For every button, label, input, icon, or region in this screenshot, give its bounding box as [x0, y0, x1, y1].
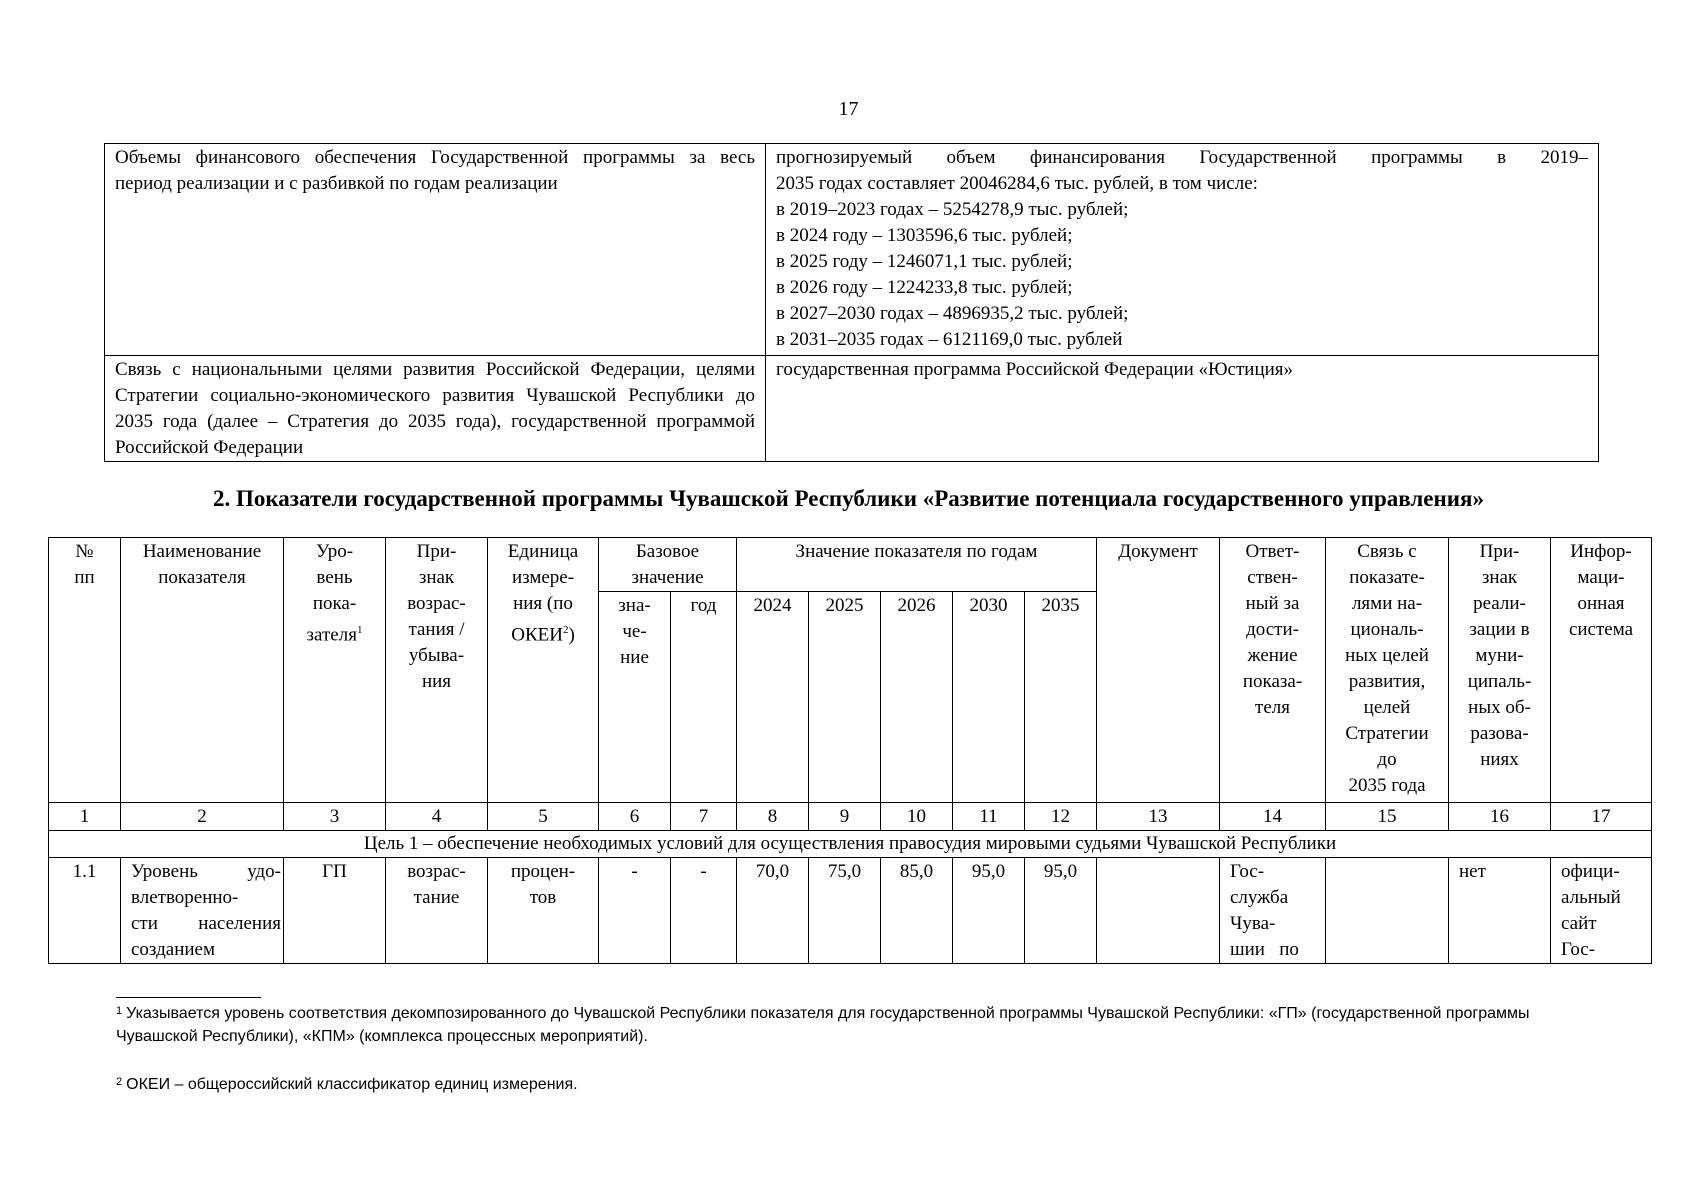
column-number: 2 — [121, 803, 284, 831]
header-base-value: зна- че- ние — [599, 592, 671, 803]
row-unit: процен- тов — [488, 858, 599, 964]
header-year: 2025 — [809, 592, 881, 803]
row-info-system: офици- альный сайт Гос- — [1551, 858, 1652, 964]
passport-line: в 2026 году – 1224233,8 тыс. рублей; — [776, 277, 1073, 298]
passport-line: в 2024 году – 1303596,6 тыс. рублей; — [776, 225, 1073, 246]
row-value-2035: 95,0 — [1025, 858, 1097, 964]
header-base: Базовое значение — [599, 538, 737, 592]
column-number: 7 — [671, 803, 737, 831]
passport-line: в 2027–2030 годах – 4896935,2 тыс. рублей; — [776, 303, 1129, 324]
passport-line: в 2025 году – 1246071,1 тыс. рублей; — [776, 251, 1073, 272]
row-value-2025: 75,0 — [809, 858, 881, 964]
column-number: 9 — [809, 803, 881, 831]
row-level: ГП — [284, 858, 386, 964]
header-base-year: год — [671, 592, 737, 803]
table-row — [49, 858, 1652, 964]
column-number: 15 — [1326, 803, 1449, 831]
passport-line: в 2019–2023 годах – 5254278,9 тыс. рублей; — [776, 199, 1129, 220]
header-link: Связь с показате- лями на- циональ- ных целей развития, целей Стратегии до 2035 года — [1326, 538, 1449, 803]
goal-text: Цель 1 – обеспечение необходимых условий для осуществления правосудия мировыми судьями Чувашской Республики — [49, 831, 1652, 858]
header-num: № пп — [49, 538, 121, 803]
header-values-by-year: Значение показателя по годам — [737, 538, 1097, 592]
column-number: 1 — [49, 803, 121, 831]
header-level: Уро- вень пока- зателя$^1$ — [284, 538, 386, 803]
column-numbers-row — [49, 803, 1652, 831]
footnote-text: ОКЕИ – общероссийский классификатор единиц измерения. — [126, 1076, 578, 1093]
header-responsible: Ответ- ствен- ный за дости- жение показа- теля — [1220, 538, 1326, 803]
row-base-year: - — [671, 858, 737, 964]
header-year: 2024 — [737, 592, 809, 803]
column-number: 16 — [1449, 803, 1551, 831]
column-number: 14 — [1220, 803, 1326, 831]
header-year: 2026 — [881, 592, 953, 803]
row-sign: возрас- тание — [386, 858, 488, 964]
header-sign: При- знак возрас- тания / убыва- ния — [386, 538, 488, 803]
passport-line: 2035 годах составляет 20046284,6 тыс. рублей, в том числе: — [776, 173, 1258, 194]
passport-line: прогнозируемый объем финансирования Государственной программы в 2019– — [776, 147, 1588, 168]
section-heading: 2. Показатели государственной программы Чувашской Республики «Развитие потенциала государственного управления» — [213, 486, 1484, 511]
passport-row-links — [105, 356, 1599, 462]
passport-label: Объемы финансового обеспечения Государственной программы за весь период реализации и с разбивкой по годам реализации — [105, 144, 766, 356]
header-year: 2030 — [953, 592, 1025, 803]
passport-value — [766, 144, 1599, 356]
footnote-mark: 1 — [116, 1005, 123, 1017]
footnote-text: Указывается уровень соответствия декомпозированного до Чувашской Республики показателя для государственной программы Чувашской Республики: «ГП» (государственной программы Чувашской Республики), «КПМ» (комплекса процессных мероприятий). — [116, 1005, 1530, 1045]
passport-line: в 2031–2035 годах – 6121169,0 тыс. рублей — [776, 329, 1123, 350]
passport-value — [766, 356, 1599, 462]
footnote-1 — [116, 1002, 1591, 1048]
row-base-value: - — [599, 858, 671, 964]
column-number: 6 — [599, 803, 671, 831]
header-row — [49, 538, 1652, 592]
passport-label: Связь с национальными целями развития Российской Федерации, целями Стратегии социально-экономического развития Чувашской Республики до 2035 года (далее – Стратегия до 2035 года), государственной программой Российской Федерации — [105, 356, 766, 462]
row-value-2026: 85,0 — [881, 858, 953, 964]
column-number: 5 — [488, 803, 599, 831]
column-number: 3 — [284, 803, 386, 831]
column-number: 17 — [1551, 803, 1652, 831]
header-year: 2035 — [1025, 592, 1097, 803]
row-value-2030: 95,0 — [953, 858, 1025, 964]
footnote-separator — [116, 997, 261, 998]
row-value-2024: 70,0 — [737, 858, 809, 964]
row-link — [1326, 858, 1449, 964]
row-num: 1.1 — [49, 858, 121, 964]
header-info-system: Инфор- маци- онная система — [1551, 538, 1652, 803]
header-municipal: При- знак реали- зации в муни- ципаль- ных об- разова- ниях — [1449, 538, 1551, 803]
column-number: 10 — [881, 803, 953, 831]
header-name: Наименование показателя — [121, 538, 284, 803]
footnote-mark: 2 — [116, 1076, 123, 1088]
passport-row-financing — [105, 144, 1599, 356]
page-number: 17 — [838, 98, 859, 120]
row-document — [1097, 858, 1220, 964]
footnote-2 — [116, 1073, 1591, 1096]
header-document: Документ — [1097, 538, 1220, 803]
passport-line: государственная программа Российской Федерации «Юстиция» — [776, 359, 1294, 380]
column-number: 11 — [953, 803, 1025, 831]
column-number: 4 — [386, 803, 488, 831]
indicators-table — [48, 537, 1652, 964]
column-number: 8 — [737, 803, 809, 831]
column-number: 12 — [1025, 803, 1097, 831]
goal-row — [49, 831, 1652, 858]
passport-table — [104, 143, 1599, 462]
row-responsible: Гос- служба Чува- шии по — [1220, 858, 1326, 964]
row-municipal: нет — [1449, 858, 1551, 964]
header-unit: Единица измере- ния (по ОКЕИ$^2$) — [488, 538, 599, 803]
row-name: Уровень удо- влетворенно- сти населения созданием — [121, 858, 284, 964]
column-number: 13 — [1097, 803, 1220, 831]
